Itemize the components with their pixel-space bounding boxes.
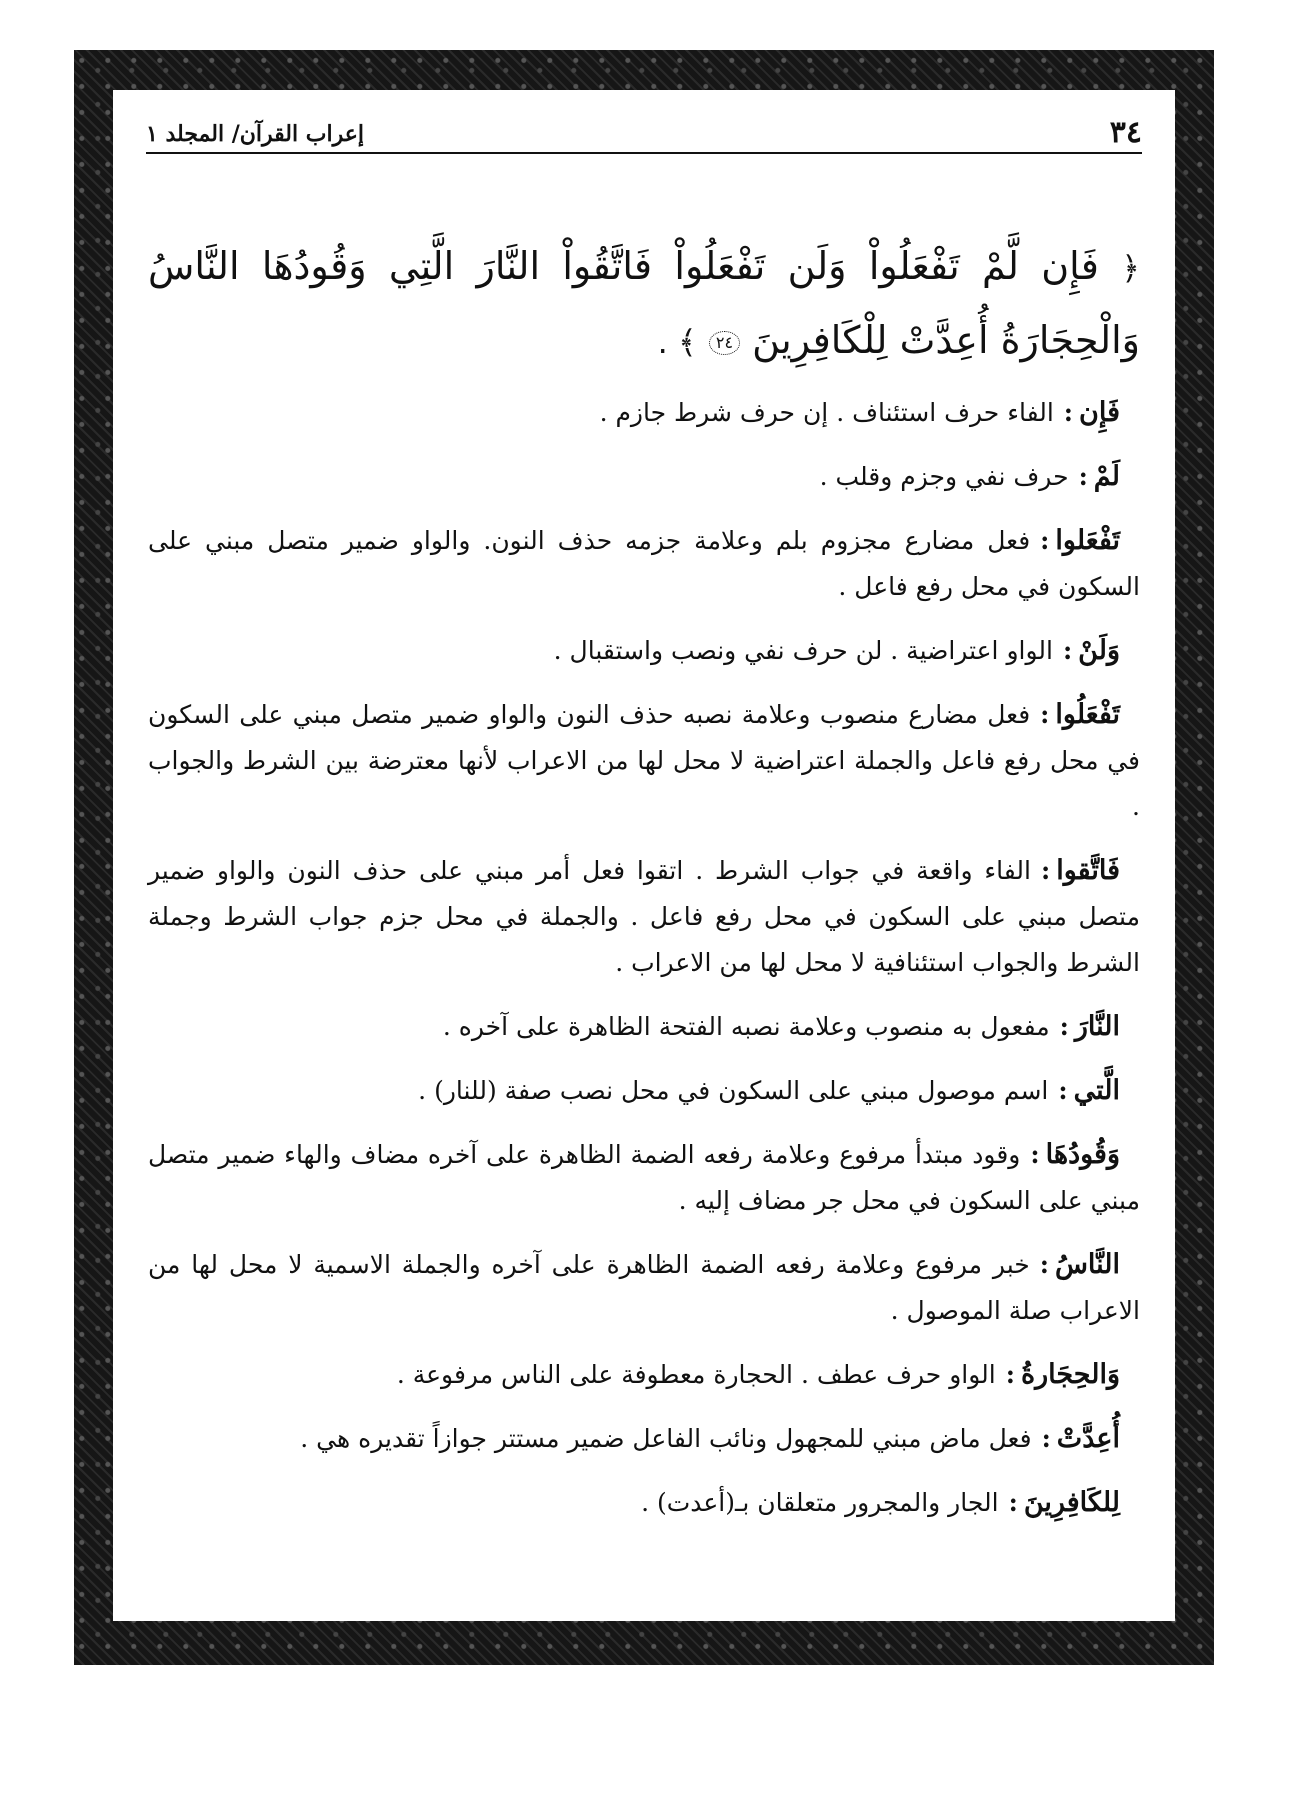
- entry-word: النَّاسُ: [1054, 1249, 1120, 1280]
- entry-colon: :: [1040, 526, 1050, 555]
- entry-word: الَّتي: [1073, 1075, 1120, 1106]
- entry-word: فَاتَّقوا: [1056, 855, 1120, 886]
- analysis-entry: [148, 692, 1140, 830]
- entry-colon: :: [1030, 1140, 1040, 1169]
- entry-colon: :: [1059, 1012, 1069, 1041]
- entry-text: فعل ماض مبني للمجهول ونائب الفاعل ضمير مستتر جوازاً تقديره هي .: [300, 1424, 1032, 1453]
- entry-text: الفاء واقعة في جواب الشرط . اتقوا فعل أمر مبني على حذف النون والواو ضمير متصل مبني على السكون في محل رفع فاعل . والجملة في محل جزم جواب الشرط وجملة الشرط والجواب استئنافية لا محل لها من الاعراب .: [148, 856, 1140, 977]
- analysis-entry: [148, 1004, 1140, 1050]
- entry-word: تَفْعَلوا: [1055, 525, 1120, 556]
- analysis-entry: [148, 1132, 1140, 1224]
- analysis-entry: [148, 390, 1140, 436]
- entry-word: وَالحِجَارةُ: [1020, 1359, 1120, 1390]
- entry-word: تَفْعَلُوا: [1055, 699, 1120, 730]
- analysis-entry: [148, 1480, 1140, 1526]
- entry-text: مفعول به منصوب وعلامة نصبه الفتحة الظاهرة على آخره .: [442, 1012, 1050, 1041]
- analysis-entry: [148, 848, 1140, 986]
- analysis-entry: [148, 1068, 1140, 1114]
- entry-text: الجار والمجرور متعلقان بـ(أعدت) .: [641, 1488, 999, 1517]
- entry-word: أُعِدَّتْ: [1056, 1423, 1120, 1454]
- analysis-entry: [148, 1242, 1140, 1334]
- entry-word: وَقُودُهَا: [1045, 1139, 1120, 1170]
- verse-open-bracket: ﴿: [1121, 249, 1140, 287]
- entry-word: فَإِن: [1079, 397, 1120, 428]
- entry-colon: :: [1041, 1424, 1051, 1453]
- analysis-entry: [148, 518, 1140, 610]
- entry-colon: :: [1063, 398, 1074, 427]
- entry-colon: :: [1058, 1076, 1068, 1105]
- entry-colon: :: [1005, 1360, 1015, 1389]
- entry-text: وقود مبتدأ مرفوع وعلامة رفعه الضمة الظاهرة على آخره مضاف والهاء ضمير متصل مبني على السكون في محل جر مضاف إليه .: [148, 1140, 1140, 1215]
- entry-word: وَلَنْ: [1078, 635, 1120, 666]
- entry-text: حرف نفي وجزم وقلب .: [819, 462, 1069, 491]
- page-header: [146, 116, 1142, 154]
- entry-colon: :: [1040, 700, 1050, 729]
- analysis-entry: [148, 1416, 1140, 1462]
- entry-text: الواو اعتراضية . لن حرف نفي ونصب واستقبال .: [553, 636, 1053, 665]
- entry-colon: :: [1039, 1250, 1049, 1279]
- page-number: ٣٤: [1109, 115, 1142, 150]
- page: [113, 90, 1175, 1621]
- entry-text: الواو حرف عطف . الحجارة معطوفة على الناس مرفوعة .: [396, 1360, 996, 1389]
- verse-text: فَإِن لَّمْ تَفْعَلُواْ وَلَن تَفْعَلُواْ فَاتَّقُواْ النَّارَ الَّتِي وَقُودُهَا النَّاسُ وَالْحِجَارَةُ أُعِدَّتْ لِلْكَافِرِينَ: [148, 244, 1140, 362]
- quran-verse: [148, 230, 1140, 378]
- entry-word: النَّارَ: [1074, 1011, 1120, 1042]
- analysis-entry: [148, 454, 1140, 500]
- entry-word: لِلكَافِرِينَ: [1023, 1487, 1120, 1518]
- book-title: إعراب القرآن/ المجلد ١: [146, 121, 364, 147]
- analysis-entry: [148, 628, 1140, 674]
- entry-text: خبر مرفوع وعلامة رفعه الضمة الظاهرة على آخره والجملة الاسمية لا محل لها من الاعراب صلة الموصول .: [148, 1250, 1140, 1325]
- entry-colon: :: [1062, 636, 1073, 665]
- verse-close-bracket: ﴾ .: [657, 323, 697, 361]
- entry-text: الفاء حرف استئناف . إن حرف شرط جازم .: [599, 398, 1054, 427]
- entry-colon: :: [1078, 462, 1088, 491]
- entry-text: فعل مضارع مجزوم بلم وعلامة جزمه حذف النون. والواو ضمير متصل مبني على السكون في محل رفع فاعل .: [148, 526, 1140, 601]
- grammatical-analysis: [148, 390, 1140, 1544]
- ayah-number: ٢٤: [709, 331, 740, 355]
- entry-colon: :: [1008, 1488, 1018, 1517]
- entry-text: اسم موصول مبني على السكون في محل نصب صفة (للنار) .: [418, 1076, 1049, 1105]
- entry-text: فعل مضارع منصوب وعلامة نصبه حذف النون والواو ضمير متصل مبني على السكون في محل رفع فاعل والجملة اعتراضية لا محل لها من الاعراب لأنها معترضة بين الشرط والجواب .: [148, 700, 1140, 821]
- entry-word: لَمْ: [1093, 461, 1120, 492]
- analysis-entry: [148, 1352, 1140, 1398]
- entry-colon: :: [1041, 856, 1051, 885]
